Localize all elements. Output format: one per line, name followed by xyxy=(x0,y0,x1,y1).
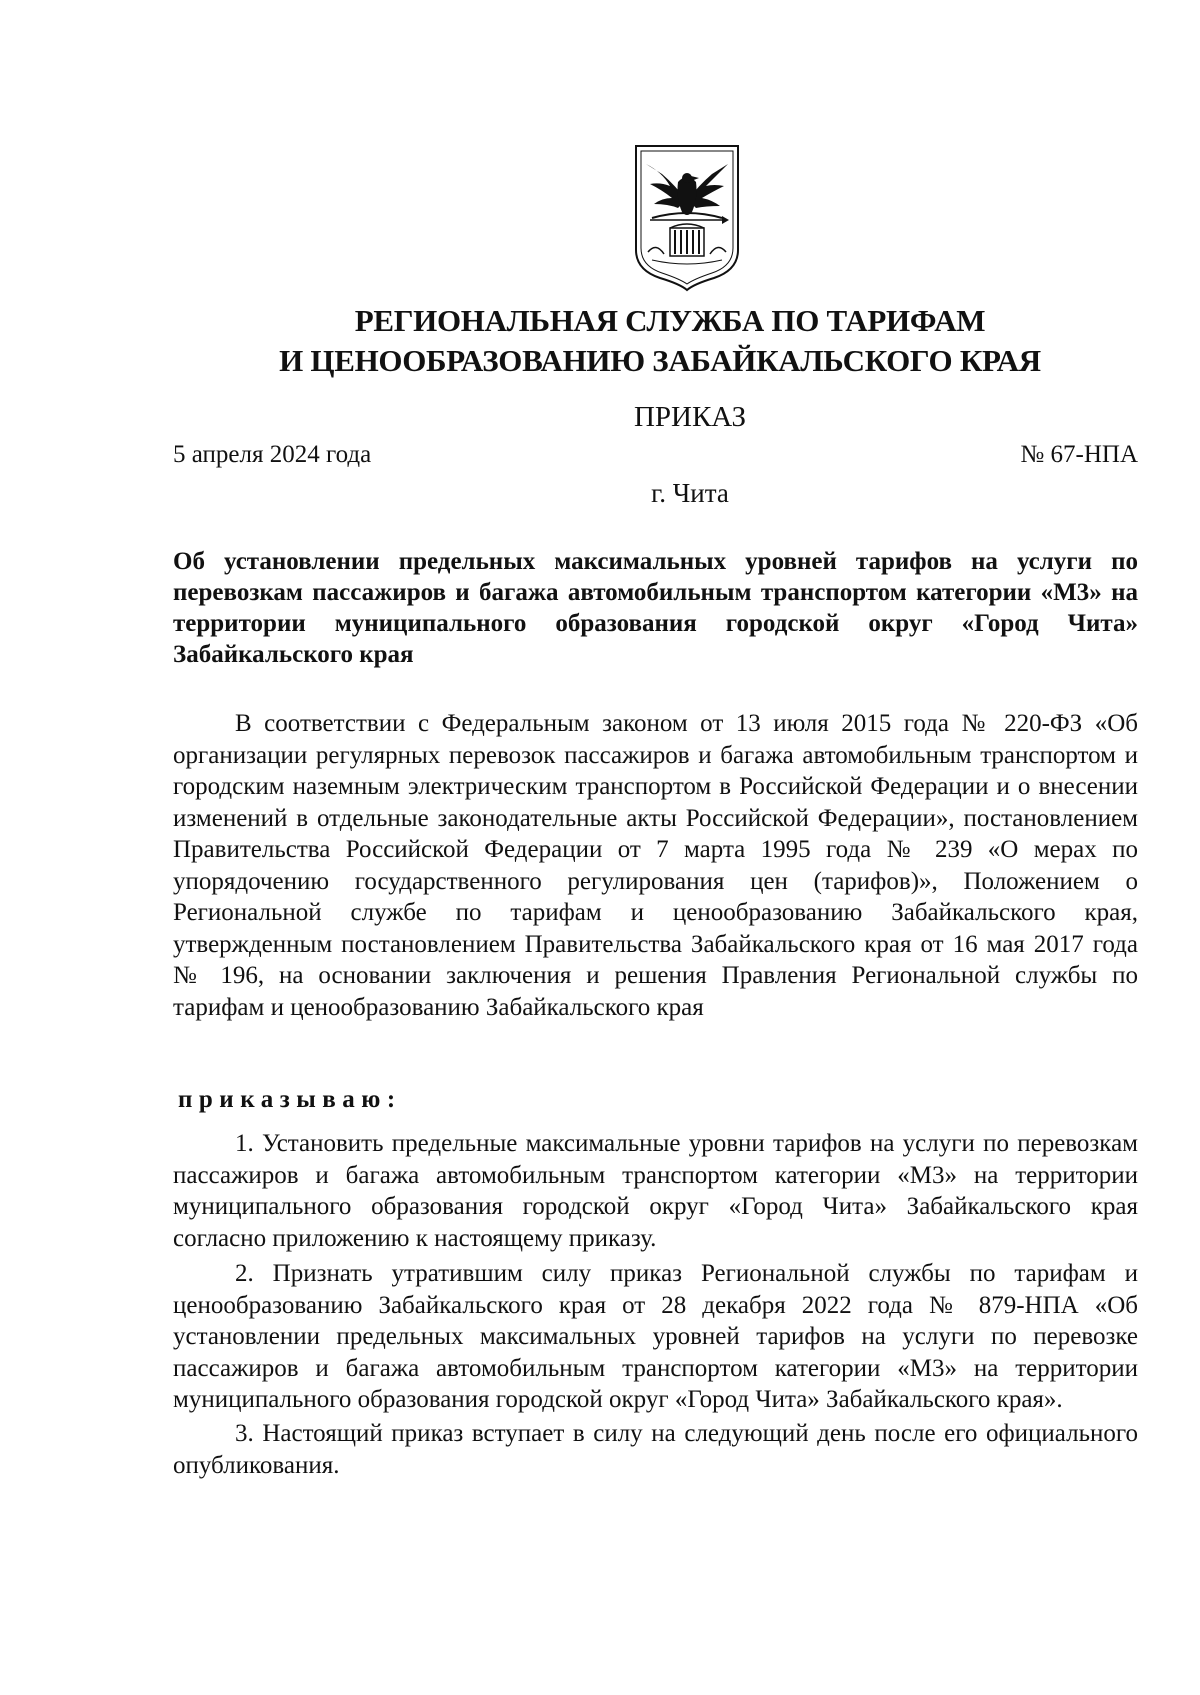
document-city: г. Чита xyxy=(651,478,729,508)
order-item-3: 3. Настоящий приказ вступает в силу на следующий день после его официального опубликования. xyxy=(173,1420,1138,1479)
document-date: 5 апреля 2024 года xyxy=(173,441,372,468)
agency-name-line1: РЕГИОНАЛЬНАЯ СЛУЖБА ПО ТАРИФАМ xyxy=(354,303,986,338)
coat-of-arms-icon xyxy=(632,142,742,292)
agency-name-line2: И ЦЕНООБРАЗОВАНИЮ ЗАБАЙКАЛЬСКОГО КРАЯ xyxy=(279,343,1041,378)
order-item-2: 2. Признать утратившим силу приказ Региональной службы по тарифам и ценообразованию Забайкальского края от 28 декабря 2022 года № 879-НПА «Об установлении предельных максимальных уровней тарифов на услуги по перевозке пассажиров и багажа автомобильным транспортом категории «М3» на территории муниципального образования городской округ «Город Чита» Забайкальского края». xyxy=(173,1260,1138,1413)
decree-word: приказываю: xyxy=(178,1086,402,1113)
document-number: № 67-НПА xyxy=(1020,441,1138,468)
document-type: ПРИКАЗ xyxy=(633,401,747,433)
document-title: Об установлении предельных максимальных уровней тарифов на услуги по перевозкам пассажиров и багажа автомобильным транспортом категории «М3» на территории муниципального образования городской округ «Город Чита» Забайкальского края xyxy=(173,548,1138,668)
preamble-paragraph: В соответствии с Федеральным законом от 13 июля 2015 года № 220-ФЗ «Об организации регулярных перевозок пассажиров и багажа автомобильным транспортом и городским наземным электрическим транспортом в Российской Федерации и о внесении изменений в отдельные законодательные акты Российской Федерации», постановлением Правительства Российской Федерации от 7 марта 1995 года № 239 «О мерах по упорядочению государственного регулирования цен (тарифов)», Положением о Региональной службе по тарифам и ценообразованию Забайкальского края, утвержденным постановлением Правительства Забайкальского края от 16 мая 2017 года № 196, на основании заключения и решения Правления Региональной службы по тарифам и ценообразованию Забайкальского края xyxy=(173,710,1138,1021)
order-item-1: 1. Установить предельные максимальные уровни тарифов на услуги по перевозкам пассажиров и багажа автомобильным транспортом категории «М3» на территории муниципального образования городской округ «Город Чита» Забайкальского края согласно приложению к настоящему приказу. xyxy=(173,1130,1138,1252)
